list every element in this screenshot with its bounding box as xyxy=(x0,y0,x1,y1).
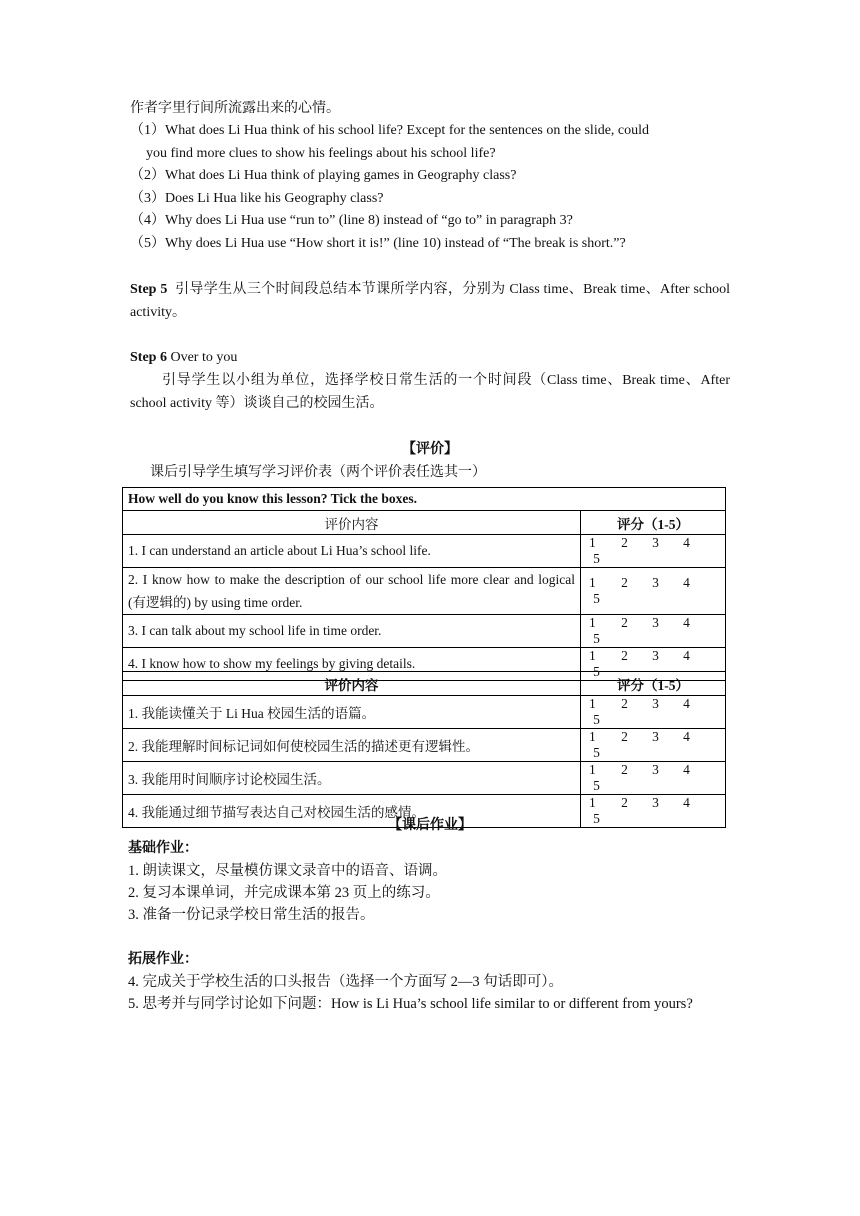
evaluation-table-english xyxy=(122,487,726,681)
table1-col-score: 评分（1-5） xyxy=(581,511,726,535)
step5-paragraph xyxy=(130,278,730,324)
question-1-cont: you find more clues to show his feelings about his school life? xyxy=(146,145,496,161)
evaluation-heading: 【评价】 xyxy=(402,442,458,457)
table2-row-3: 3. 我能用时间顺序讨论校园生活。 xyxy=(123,762,581,795)
step5-text: 引导学生从三个时间段总结本节课所学内容，分别为 Class time、Break time、After school activity。 xyxy=(130,282,731,320)
step5-label: Step 5 xyxy=(130,282,168,297)
table1-col-content: 评价内容 xyxy=(123,511,581,535)
homework-section xyxy=(128,814,732,1015)
score-row: 1 2 3 45 xyxy=(581,648,726,681)
basic-homework-title: 基础作业： xyxy=(128,841,198,856)
table1-row-2: 2. I know how to make the description of our school life more clear and logical (有逻辑的) by using time order. xyxy=(123,568,581,615)
step6-text: 引导学生以小组为单位，选择学校日常生活的一个时间段（Class time、Break time、After school activity 等）谈谈自己的校园生活。 xyxy=(130,373,730,411)
table2-col-score: 评分（1-5） xyxy=(581,672,726,696)
question-2: （2）What does Li Hua think of playing games in Geography class? xyxy=(130,168,517,183)
extension-homework-title: 拓展作业： xyxy=(128,952,198,967)
score-row: 1 2 3 45 xyxy=(581,795,726,828)
table1-row-3: 3. I can talk about my school life in time order. xyxy=(123,615,581,648)
score-row: 1 2 3 45 xyxy=(581,729,726,762)
table2-col-content: 评价内容 xyxy=(123,672,581,696)
step6-title: Over to you xyxy=(170,350,238,365)
basic-homework-2: 2. 复习本课单词，并完成课本第 23 页上的练习。 xyxy=(128,885,440,901)
document-page xyxy=(128,98,731,1012)
question-4: （4）Why does Li Hua use “run to” (line 8) instead of “go to” in paragraph 3? xyxy=(130,213,573,228)
basic-homework-3: 3. 准备一份记录学校日常生活的报告。 xyxy=(128,907,375,923)
table2-row-2: 2. 我能理解时间标记词如何使校园生活的描述更有逻辑性。 xyxy=(123,729,581,762)
extension-homework-4: 4. 完成关于学校生活的口头报告（选择一个方面写 2—3 句话即可）。 xyxy=(128,974,563,990)
table1-row-1: 1. I can understand an article about Li Hua’s school life. xyxy=(123,535,581,568)
homework-heading: 【课后作业】 xyxy=(388,818,472,833)
score-row: 1 2 3 45 xyxy=(581,568,726,615)
table1-caption: How well do you know this lesson? Tick the boxes. xyxy=(123,488,726,511)
table2-row-1: 1. 我能读懂关于 Li Hua 校园生活的语篇。 xyxy=(123,696,581,729)
score-row: 1 2 3 45 xyxy=(581,615,726,648)
question-3: （3）Does Li Hua like his Geography class? xyxy=(130,190,384,206)
basic-homework-1: 1. 朗读课文，尽量模仿课文录音中的语音、语调。 xyxy=(128,863,447,879)
question-5: （5）Why does Li Hua use “How short it is!” (line 10) instead of “The break is short.”? xyxy=(130,235,626,251)
score-row: 1 2 3 45 xyxy=(581,762,726,795)
extension-homework-5: 5. 思考并与同学讨论如下问题：How is Li Hua’s school life similar to or different from yours? xyxy=(128,996,693,1012)
table2-row-4: 4. 我能通过细节描写表达自己对校园生活的感情。 xyxy=(123,795,581,828)
evaluation-table-chinese xyxy=(122,671,726,828)
table1-row-4: 4. I know how to show my feelings by giving details. xyxy=(123,648,581,681)
score-row: 1 2 3 45 xyxy=(581,696,726,729)
score-row: 1 2 3 45 xyxy=(581,535,726,568)
evaluation-note: 课后引导学生填写学习评价表（两个评价表任选其一） xyxy=(150,465,486,480)
question-1: （1）What does Li Hua think of his school life? Except for the sentences on the slide, could xyxy=(130,123,650,138)
step6-heading xyxy=(130,347,730,369)
step6-label: Step 6 xyxy=(130,350,167,365)
intro-line: 作者字里行间所流露出来的心情。 xyxy=(130,101,340,116)
